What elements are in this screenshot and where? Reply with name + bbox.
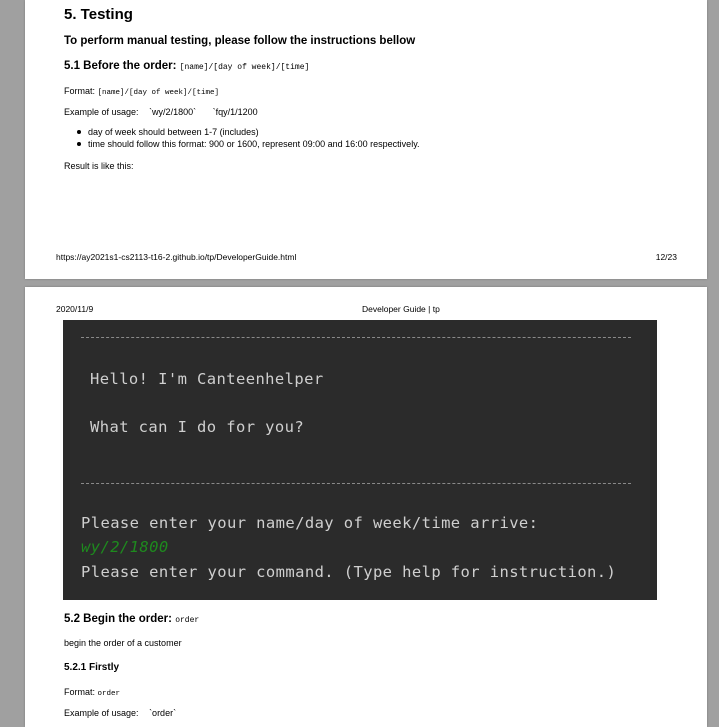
bullet-text: time should follow this format: 900 or 1600, represent 09:00 and 16:00 respectively.: [88, 139, 420, 149]
description-text: begin the order of a customer: [64, 638, 182, 648]
format-code: [name]/[day of week]/[time]: [97, 89, 220, 97]
subsection-title-code: order: [175, 616, 200, 625]
format-line: [64, 86, 219, 97]
terminal-greeting: Hello! I'm Canteenhelper: [90, 370, 324, 388]
pdf-page-13: [25, 287, 707, 727]
bullet-dot-icon: [77, 130, 81, 134]
pdf-page-12: [25, 0, 707, 279]
example-line: [64, 708, 176, 718]
example-label: Example of usage:: [64, 708, 139, 718]
terminal-prompt: Please enter your name/day of week/time arrive:: [81, 514, 539, 532]
format-line: [64, 687, 120, 698]
divider: [81, 483, 631, 484]
format-code: order: [97, 690, 121, 698]
header-title: Developer Guide | tp: [362, 304, 440, 314]
footer-url[interactable]: https://ay2021s1-cs2113-t16-2.github.io/tp/DeveloperGuide.html: [56, 252, 297, 262]
subsection-title-text: 5.2 Begin the order:: [64, 613, 176, 625]
terminal-input: wy/2/1800: [81, 538, 169, 556]
subsection-title-code: [name]/[day of week]/[time]: [179, 63, 310, 72]
example-label: Example of usage:: [64, 107, 139, 117]
terminal-screenshot: [63, 320, 657, 600]
result-text: Result is like this:: [64, 161, 134, 171]
section-title: 5. Testing: [64, 6, 133, 23]
subsection-title: [64, 613, 199, 625]
subsubsection-title: 5.2.1 Firstly: [64, 662, 120, 673]
example-1: `wy/2/1800`: [149, 107, 197, 117]
example-line: [64, 107, 258, 117]
subsection-title-text: 5.1 Before the order:: [64, 60, 180, 72]
terminal-prompt-command: Please enter your command. (Type help for instruction.): [81, 563, 617, 581]
bullet-item: [77, 139, 420, 149]
bullet-text: day of week should between 1-7 (includes): [88, 127, 259, 137]
bullet-item: [77, 127, 259, 137]
subsection-title: [64, 60, 309, 72]
intro-text: To perform manual testing, please follow the instructions bellow: [64, 35, 416, 47]
bullet-dot-icon: [77, 142, 81, 146]
example: `order`: [149, 708, 177, 718]
format-label: Format:: [64, 86, 98, 96]
example-2: `fqy/1/1200: [212, 107, 258, 117]
footer-page-number: 12/23: [655, 252, 677, 262]
format-label: Format:: [64, 687, 98, 697]
header-date: 2020/11/9: [56, 304, 94, 314]
terminal-question: What can I do for you?: [90, 418, 305, 436]
divider: [81, 337, 631, 338]
